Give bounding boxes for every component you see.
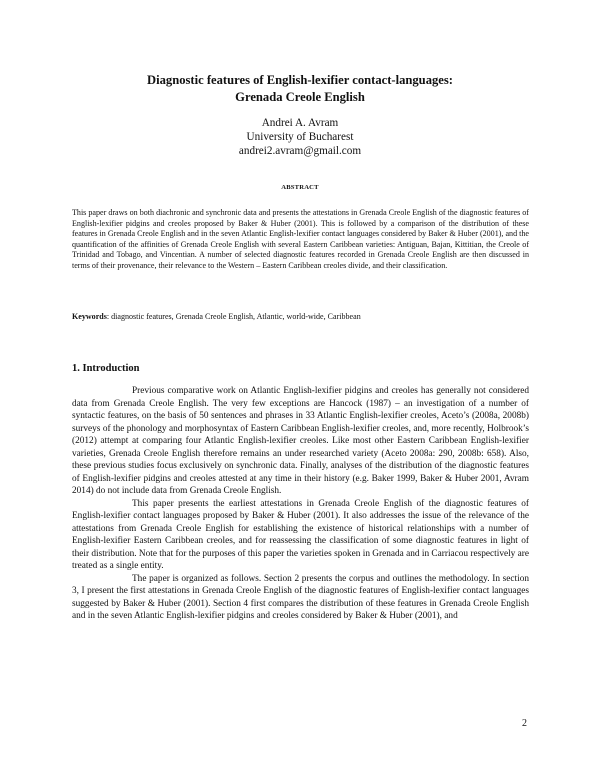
page-number: 2 xyxy=(522,718,527,729)
keywords-label: Keywords xyxy=(72,312,107,321)
paper-title xyxy=(60,72,540,106)
abstract-text: This paper draws on both diachronic and synchronic data and presents the attestations in Grenada Creole English of the diagnostic features of English-lexifier pidgins and creoles proposed by Baker & Huber (2001). This is followed by a comparison of the distribution of these features in Grenada Creole English and in the seven Atlantic English-lexifier contact languages considered by Baker & Huber (2001), and the quantification of the affinities of Grenada Creole English with several Eastern Caribbean varieties: Antiguan, Bajan, Kittitian, the Creole of Trinidad and Tobago, and Vincentian. A number of selected diagnostic features recorded in Grenada Creole English are then discussed in terms of their provenance, their relevance to the Western – Eastern Caribbean creoles divide, and their classification. xyxy=(72,208,529,270)
title-line-2: Grenada Creole English xyxy=(235,90,365,104)
paragraph-3: The paper is organized as follows. Section 2 presents the corpus and outlines the methodology. In section 3, I present the first attestations in Grenada Creole English of the diagnostic features of English-lexifier contact languages suggested by Baker & Huber (2001). Section 4 first compares the distribution of these features in Grenada Creole English and in the seven Atlantic English-lexifier pidgins and creoles considered by Baker & Huber (2001), and xyxy=(72,573,529,621)
paragraph-1: Previous comparative work on Atlantic English-lexifier pidgins and creoles has generally not considered data from Grenada Creole English. The very few exceptions are Hancock (1987) – an investigation of a number of syntactic features, on the basis of 50 sentences and phrases in 33 Atlantic English-lexifier creoles, Aceto’s (2008a, 2008b) surveys of the phonology and morphosyntax of Eastern Caribbean English-lexifier creoles, and, more recently, Holbrook’s (2012) attempt at comparing four Atlantic English-lexifier creoles. Like most other Eastern Caribbean English-lexifier varieties, Grenada Creole English therefore remains an under researched variety (Aceto 2008a: 290, 2008b: 658). Also, these previous studies focus exclusively on synchronic data. Finally, analyses of the distribution of the diagnostic features of English-lexifier pidgins and creoles attested at any time in their history (e.g. Baker 1999, Baker & Huber 2001, Avram 2014) do not include data from Grenada Creole English. xyxy=(72,386,529,496)
keywords xyxy=(72,312,529,323)
author-affiliation: University of Bucharest xyxy=(246,131,354,143)
title-line-1: Diagnostic features of English-lexifier contact-languages: xyxy=(147,73,453,87)
section-heading: 1. Introduction xyxy=(72,363,140,374)
paragraph-2: This paper presents the earliest attestations in Grenada Creole English of the diagnostic features of English-lexifier contact languages proposed by Baker & Huber (2001). It also addresses the issue of the relevance of the attestations from Grenada Creole English for establishing the existence of historical relationships with a number of English-lexifier Eastern Caribbean creoles, and for reassessing the classification of some diagnostic features in light of their distribution. Note that for the purposes of this paper the varieties spoken in Grenada and in Carriacou respectively are treated as a single entity. xyxy=(72,498,529,571)
body-text xyxy=(72,385,529,623)
author-email: andrei2.avram@gmail.com xyxy=(238,145,362,157)
keywords-text: : diagnostic features, Grenada Creole English, Atlantic, world-wide, Caribbean xyxy=(106,312,361,321)
author-name: Andrei A. Avram xyxy=(261,117,339,129)
abstract-heading: ABSTRACT xyxy=(281,184,319,191)
author-block xyxy=(60,116,540,158)
